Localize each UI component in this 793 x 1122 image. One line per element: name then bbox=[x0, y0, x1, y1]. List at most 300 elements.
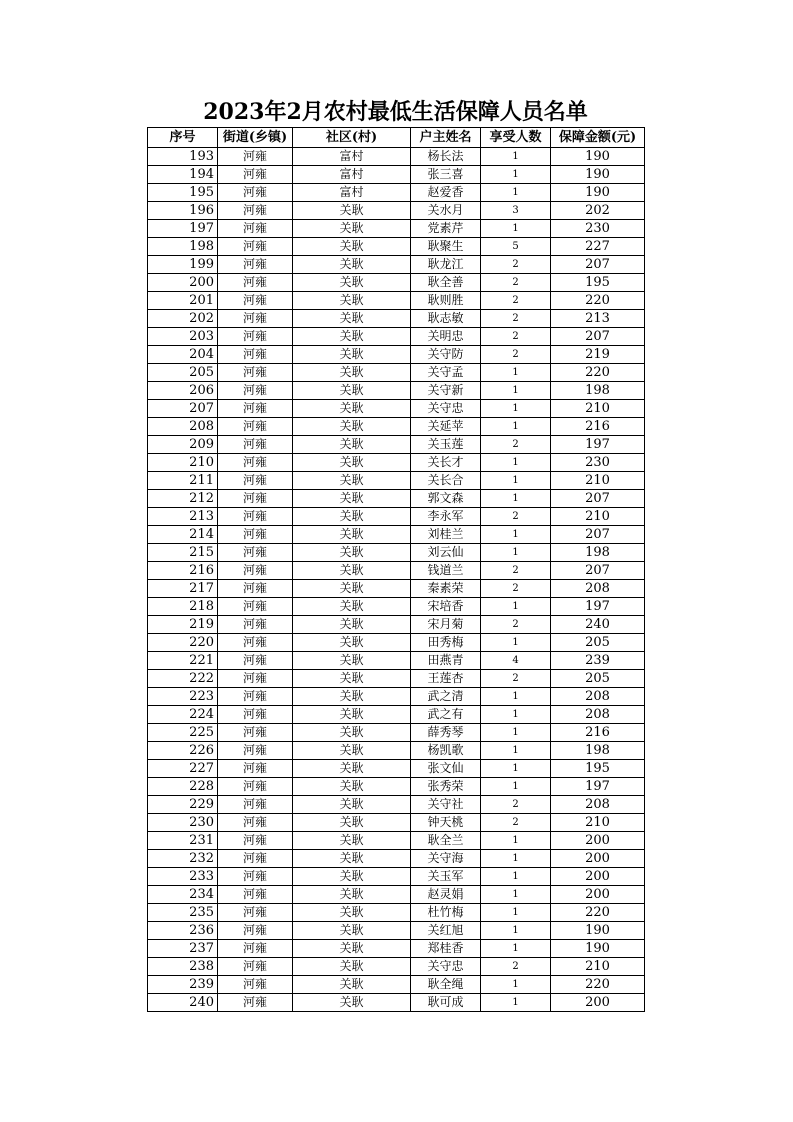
cell-village: 关耿 bbox=[293, 562, 411, 580]
cell-village: 关耿 bbox=[293, 364, 411, 382]
cell-householder: 杜竹梅 bbox=[411, 904, 481, 922]
cell-amount: 220 bbox=[551, 292, 645, 310]
table-row bbox=[148, 148, 645, 166]
cell-village: 关耿 bbox=[293, 454, 411, 472]
cell-village: 关耿 bbox=[293, 274, 411, 292]
table-row bbox=[148, 544, 645, 562]
cell-persons: 2 bbox=[481, 274, 551, 292]
cell-householder: 耿志敏 bbox=[411, 310, 481, 328]
cell-seq: 229 bbox=[148, 796, 218, 814]
cell-amount: 200 bbox=[551, 850, 645, 868]
cell-householder: 关守忠 bbox=[411, 400, 481, 418]
cell-householder: 钱道兰 bbox=[411, 562, 481, 580]
cell-amount: 207 bbox=[551, 562, 645, 580]
cell-village: 关耿 bbox=[293, 994, 411, 1012]
cell-amount: 230 bbox=[551, 220, 645, 238]
cell-amount: 207 bbox=[551, 328, 645, 346]
cell-street: 河雍 bbox=[218, 796, 293, 814]
table-row bbox=[148, 778, 645, 796]
cell-village: 关耿 bbox=[293, 526, 411, 544]
table-row bbox=[148, 814, 645, 832]
cell-householder: 赵灵娟 bbox=[411, 886, 481, 904]
cell-amount: 210 bbox=[551, 472, 645, 490]
table-row bbox=[148, 436, 645, 454]
cell-persons: 1 bbox=[481, 760, 551, 778]
cell-amount: 200 bbox=[551, 868, 645, 886]
cell-village: 关耿 bbox=[293, 238, 411, 256]
cell-street: 河雍 bbox=[218, 922, 293, 940]
cell-persons: 1 bbox=[481, 454, 551, 472]
cell-street: 河雍 bbox=[218, 328, 293, 346]
table-row bbox=[148, 580, 645, 598]
cell-street: 河雍 bbox=[218, 310, 293, 328]
cell-street: 河雍 bbox=[218, 220, 293, 238]
cell-amount: 239 bbox=[551, 652, 645, 670]
cell-seq: 231 bbox=[148, 832, 218, 850]
cell-street: 河雍 bbox=[218, 778, 293, 796]
cell-street: 河雍 bbox=[218, 526, 293, 544]
cell-persons: 1 bbox=[481, 868, 551, 886]
cell-persons: 1 bbox=[481, 724, 551, 742]
cell-village: 关耿 bbox=[293, 508, 411, 526]
cell-seq: 228 bbox=[148, 778, 218, 796]
cell-amount: 240 bbox=[551, 616, 645, 634]
table-row bbox=[148, 256, 645, 274]
cell-street: 河雍 bbox=[218, 904, 293, 922]
cell-village: 关耿 bbox=[293, 670, 411, 688]
cell-street: 河雍 bbox=[218, 436, 293, 454]
cell-seq: 214 bbox=[148, 526, 218, 544]
cell-persons: 1 bbox=[481, 886, 551, 904]
table-row bbox=[148, 742, 645, 760]
cell-persons: 1 bbox=[481, 850, 551, 868]
cell-householder: 赵爱香 bbox=[411, 184, 481, 202]
cell-householder: 关玉莲 bbox=[411, 436, 481, 454]
cell-village: 关耿 bbox=[293, 742, 411, 760]
cell-persons: 2 bbox=[481, 580, 551, 598]
header-amount: 保障金额(元) bbox=[551, 128, 645, 148]
table-row bbox=[148, 508, 645, 526]
table-row bbox=[148, 472, 645, 490]
cell-persons: 1 bbox=[481, 184, 551, 202]
cell-householder: 郑桂香 bbox=[411, 940, 481, 958]
cell-householder: 党素芹 bbox=[411, 220, 481, 238]
cell-seq: 198 bbox=[148, 238, 218, 256]
cell-seq: 230 bbox=[148, 814, 218, 832]
cell-street: 河雍 bbox=[218, 616, 293, 634]
cell-persons: 1 bbox=[481, 364, 551, 382]
cell-seq: 235 bbox=[148, 904, 218, 922]
cell-amount: 190 bbox=[551, 166, 645, 184]
cell-village: 关耿 bbox=[293, 778, 411, 796]
cell-seq: 213 bbox=[148, 508, 218, 526]
cell-seq: 236 bbox=[148, 922, 218, 940]
cell-persons: 1 bbox=[481, 544, 551, 562]
cell-village: 关耿 bbox=[293, 814, 411, 832]
cell-village: 关耿 bbox=[293, 958, 411, 976]
cell-amount: 207 bbox=[551, 526, 645, 544]
cell-amount: 210 bbox=[551, 958, 645, 976]
table-row bbox=[148, 904, 645, 922]
cell-street: 河雍 bbox=[218, 706, 293, 724]
cell-amount: 190 bbox=[551, 922, 645, 940]
cell-seq: 206 bbox=[148, 382, 218, 400]
cell-seq: 209 bbox=[148, 436, 218, 454]
cell-street: 河雍 bbox=[218, 184, 293, 202]
cell-persons: 1 bbox=[481, 706, 551, 724]
cell-seq: 197 bbox=[148, 220, 218, 238]
cell-persons: 1 bbox=[481, 976, 551, 994]
cell-seq: 216 bbox=[148, 562, 218, 580]
cell-village: 关耿 bbox=[293, 292, 411, 310]
cell-householder: 关守孟 bbox=[411, 364, 481, 382]
cell-street: 河雍 bbox=[218, 994, 293, 1012]
cell-street: 河雍 bbox=[218, 148, 293, 166]
table-row bbox=[148, 328, 645, 346]
cell-village: 关耿 bbox=[293, 472, 411, 490]
cell-street: 河雍 bbox=[218, 400, 293, 418]
table-row bbox=[148, 382, 645, 400]
cell-seq: 222 bbox=[148, 670, 218, 688]
table-row bbox=[148, 400, 645, 418]
cell-village: 富村 bbox=[293, 166, 411, 184]
cell-amount: 202 bbox=[551, 202, 645, 220]
table-row bbox=[148, 724, 645, 742]
cell-amount: 198 bbox=[551, 382, 645, 400]
cell-seq: 237 bbox=[148, 940, 218, 958]
cell-street: 河雍 bbox=[218, 418, 293, 436]
cell-street: 河雍 bbox=[218, 490, 293, 508]
cell-street: 河雍 bbox=[218, 886, 293, 904]
cell-village: 关耿 bbox=[293, 796, 411, 814]
cell-amount: 220 bbox=[551, 976, 645, 994]
cell-street: 河雍 bbox=[218, 562, 293, 580]
table-row bbox=[148, 346, 645, 364]
cell-householder: 田秀梅 bbox=[411, 634, 481, 652]
cell-street: 河雍 bbox=[218, 634, 293, 652]
cell-amount: 200 bbox=[551, 886, 645, 904]
cell-village: 关耿 bbox=[293, 220, 411, 238]
cell-householder: 关水月 bbox=[411, 202, 481, 220]
table-row bbox=[148, 688, 645, 706]
cell-persons: 1 bbox=[481, 742, 551, 760]
table-row bbox=[148, 526, 645, 544]
cell-householder: 耿全善 bbox=[411, 274, 481, 292]
header-householder: 户主姓名 bbox=[411, 128, 481, 148]
cell-street: 河雍 bbox=[218, 652, 293, 670]
cell-householder: 关延苹 bbox=[411, 418, 481, 436]
table-row bbox=[148, 976, 645, 994]
cell-householder: 宋培香 bbox=[411, 598, 481, 616]
cell-village: 关耿 bbox=[293, 328, 411, 346]
table-row bbox=[148, 922, 645, 940]
table-row bbox=[148, 796, 645, 814]
cell-seq: 199 bbox=[148, 256, 218, 274]
table-row bbox=[148, 670, 645, 688]
cell-street: 河雍 bbox=[218, 256, 293, 274]
cell-amount: 197 bbox=[551, 598, 645, 616]
table-row bbox=[148, 832, 645, 850]
cell-village: 富村 bbox=[293, 148, 411, 166]
cell-seq: 226 bbox=[148, 742, 218, 760]
header-street: 街道(乡镇) bbox=[218, 128, 293, 148]
cell-amount: 210 bbox=[551, 814, 645, 832]
cell-amount: 200 bbox=[551, 832, 645, 850]
cell-street: 河雍 bbox=[218, 868, 293, 886]
cell-householder: 关长才 bbox=[411, 454, 481, 472]
cell-street: 河雍 bbox=[218, 544, 293, 562]
cell-householder: 田燕青 bbox=[411, 652, 481, 670]
cell-persons: 2 bbox=[481, 310, 551, 328]
table-row bbox=[148, 562, 645, 580]
table-row bbox=[148, 850, 645, 868]
table-header bbox=[148, 128, 645, 148]
cell-persons: 1 bbox=[481, 904, 551, 922]
cell-street: 河雍 bbox=[218, 454, 293, 472]
cell-persons: 1 bbox=[481, 688, 551, 706]
cell-householder: 耿全兰 bbox=[411, 832, 481, 850]
cell-village: 关耿 bbox=[293, 760, 411, 778]
cell-seq: 227 bbox=[148, 760, 218, 778]
cell-persons: 2 bbox=[481, 616, 551, 634]
table-row bbox=[148, 868, 645, 886]
cell-householder: 关守防 bbox=[411, 346, 481, 364]
table-row bbox=[148, 238, 645, 256]
table-row bbox=[148, 958, 645, 976]
cell-amount: 198 bbox=[551, 742, 645, 760]
cell-amount: 210 bbox=[551, 400, 645, 418]
cell-seq: 238 bbox=[148, 958, 218, 976]
cell-seq: 193 bbox=[148, 148, 218, 166]
cell-street: 河雍 bbox=[218, 580, 293, 598]
cell-village: 关耿 bbox=[293, 256, 411, 274]
cell-householder: 关守新 bbox=[411, 382, 481, 400]
cell-householder: 关玉军 bbox=[411, 868, 481, 886]
cell-seq: 207 bbox=[148, 400, 218, 418]
cell-seq: 195 bbox=[148, 184, 218, 202]
cell-street: 河雍 bbox=[218, 364, 293, 382]
cell-seq: 211 bbox=[148, 472, 218, 490]
cell-village: 关耿 bbox=[293, 382, 411, 400]
cell-seq: 210 bbox=[148, 454, 218, 472]
cell-householder: 刘桂兰 bbox=[411, 526, 481, 544]
cell-amount: 216 bbox=[551, 724, 645, 742]
cell-amount: 190 bbox=[551, 940, 645, 958]
cell-persons: 2 bbox=[481, 958, 551, 976]
cell-seq: 225 bbox=[148, 724, 218, 742]
cell-amount: 205 bbox=[551, 670, 645, 688]
table-row bbox=[148, 994, 645, 1012]
cell-amount: 205 bbox=[551, 634, 645, 652]
cell-persons: 1 bbox=[481, 220, 551, 238]
header-persons: 享受人数 bbox=[481, 128, 551, 148]
cell-householder: 关守社 bbox=[411, 796, 481, 814]
cell-amount: 198 bbox=[551, 544, 645, 562]
cell-village: 关耿 bbox=[293, 652, 411, 670]
cell-seq: 233 bbox=[148, 868, 218, 886]
cell-householder: 武之有 bbox=[411, 706, 481, 724]
cell-amount: 208 bbox=[551, 796, 645, 814]
cell-seq: 220 bbox=[148, 634, 218, 652]
cell-amount: 220 bbox=[551, 364, 645, 382]
cell-amount: 227 bbox=[551, 238, 645, 256]
table-row bbox=[148, 634, 645, 652]
cell-village: 关耿 bbox=[293, 346, 411, 364]
cell-village: 关耿 bbox=[293, 976, 411, 994]
header-village: 社区(村) bbox=[293, 128, 411, 148]
cell-seq: 194 bbox=[148, 166, 218, 184]
cell-village: 关耿 bbox=[293, 922, 411, 940]
cell-householder: 耿聚生 bbox=[411, 238, 481, 256]
cell-village: 关耿 bbox=[293, 886, 411, 904]
cell-householder: 关守海 bbox=[411, 850, 481, 868]
cell-street: 河雍 bbox=[218, 202, 293, 220]
cell-persons: 1 bbox=[481, 598, 551, 616]
cell-persons: 1 bbox=[481, 148, 551, 166]
cell-street: 河雍 bbox=[218, 832, 293, 850]
table-row bbox=[148, 760, 645, 778]
cell-seq: 204 bbox=[148, 346, 218, 364]
cell-persons: 2 bbox=[481, 256, 551, 274]
cell-amount: 197 bbox=[551, 778, 645, 796]
beneficiary-table bbox=[147, 127, 645, 1012]
cell-seq: 215 bbox=[148, 544, 218, 562]
cell-seq: 201 bbox=[148, 292, 218, 310]
cell-village: 关耿 bbox=[293, 868, 411, 886]
table-row bbox=[148, 490, 645, 508]
cell-persons: 1 bbox=[481, 778, 551, 796]
cell-persons: 1 bbox=[481, 472, 551, 490]
cell-householder: 薛秀琴 bbox=[411, 724, 481, 742]
cell-street: 河雍 bbox=[218, 688, 293, 706]
cell-persons: 2 bbox=[481, 562, 551, 580]
cell-persons: 1 bbox=[481, 922, 551, 940]
cell-village: 关耿 bbox=[293, 580, 411, 598]
cell-amount: 207 bbox=[551, 256, 645, 274]
cell-village: 关耿 bbox=[293, 706, 411, 724]
cell-amount: 207 bbox=[551, 490, 645, 508]
header-seq: 序号 bbox=[148, 128, 218, 148]
table-row bbox=[148, 202, 645, 220]
cell-householder: 张秀荣 bbox=[411, 778, 481, 796]
cell-village: 关耿 bbox=[293, 436, 411, 454]
cell-amount: 213 bbox=[551, 310, 645, 328]
cell-householder: 武之清 bbox=[411, 688, 481, 706]
header-row bbox=[148, 128, 645, 148]
cell-householder: 关明忠 bbox=[411, 328, 481, 346]
cell-street: 河雍 bbox=[218, 850, 293, 868]
cell-seq: 232 bbox=[148, 850, 218, 868]
cell-seq: 217 bbox=[148, 580, 218, 598]
cell-amount: 230 bbox=[551, 454, 645, 472]
cell-persons: 1 bbox=[481, 400, 551, 418]
cell-persons: 3 bbox=[481, 202, 551, 220]
cell-persons: 1 bbox=[481, 634, 551, 652]
cell-street: 河雍 bbox=[218, 508, 293, 526]
table-row bbox=[148, 310, 645, 328]
cell-amount: 216 bbox=[551, 418, 645, 436]
cell-persons: 2 bbox=[481, 670, 551, 688]
cell-seq: 218 bbox=[148, 598, 218, 616]
cell-householder: 张文仙 bbox=[411, 760, 481, 778]
cell-householder: 关长合 bbox=[411, 472, 481, 490]
table-row bbox=[148, 706, 645, 724]
cell-street: 河雍 bbox=[218, 742, 293, 760]
cell-street: 河雍 bbox=[218, 472, 293, 490]
cell-seq: 221 bbox=[148, 652, 218, 670]
cell-persons: 2 bbox=[481, 436, 551, 454]
cell-amount: 195 bbox=[551, 760, 645, 778]
cell-persons: 2 bbox=[481, 346, 551, 364]
cell-seq: 234 bbox=[148, 886, 218, 904]
cell-seq: 208 bbox=[148, 418, 218, 436]
cell-amount: 190 bbox=[551, 148, 645, 166]
cell-persons: 1 bbox=[481, 418, 551, 436]
cell-seq: 224 bbox=[148, 706, 218, 724]
cell-persons: 1 bbox=[481, 832, 551, 850]
cell-village: 关耿 bbox=[293, 832, 411, 850]
cell-amount: 210 bbox=[551, 508, 645, 526]
cell-village: 关耿 bbox=[293, 310, 411, 328]
cell-householder: 杨长法 bbox=[411, 148, 481, 166]
cell-village: 关耿 bbox=[293, 940, 411, 958]
cell-persons: 5 bbox=[481, 238, 551, 256]
cell-amount: 208 bbox=[551, 580, 645, 598]
cell-householder: 耿则胜 bbox=[411, 292, 481, 310]
cell-householder: 关守忠 bbox=[411, 958, 481, 976]
table-row bbox=[148, 598, 645, 616]
cell-householder: 耿可成 bbox=[411, 994, 481, 1012]
cell-village: 关耿 bbox=[293, 850, 411, 868]
cell-householder: 秦素荣 bbox=[411, 580, 481, 598]
cell-street: 河雍 bbox=[218, 976, 293, 994]
cell-seq: 196 bbox=[148, 202, 218, 220]
cell-village: 富村 bbox=[293, 184, 411, 202]
cell-householder: 关红旭 bbox=[411, 922, 481, 940]
table-row bbox=[148, 652, 645, 670]
cell-seq: 223 bbox=[148, 688, 218, 706]
table-row bbox=[148, 292, 645, 310]
cell-street: 河雍 bbox=[218, 382, 293, 400]
table-row bbox=[148, 886, 645, 904]
cell-seq: 205 bbox=[148, 364, 218, 382]
cell-persons: 4 bbox=[481, 652, 551, 670]
cell-street: 河雍 bbox=[218, 346, 293, 364]
cell-persons: 2 bbox=[481, 508, 551, 526]
cell-street: 河雍 bbox=[218, 292, 293, 310]
cell-householder: 张三喜 bbox=[411, 166, 481, 184]
cell-village: 关耿 bbox=[293, 544, 411, 562]
cell-street: 河雍 bbox=[218, 760, 293, 778]
cell-street: 河雍 bbox=[218, 940, 293, 958]
table-row bbox=[148, 418, 645, 436]
cell-village: 关耿 bbox=[293, 634, 411, 652]
cell-householder: 耿全绳 bbox=[411, 976, 481, 994]
cell-persons: 2 bbox=[481, 814, 551, 832]
cell-persons: 2 bbox=[481, 292, 551, 310]
cell-persons: 1 bbox=[481, 166, 551, 184]
cell-persons: 1 bbox=[481, 940, 551, 958]
cell-seq: 203 bbox=[148, 328, 218, 346]
cell-persons: 1 bbox=[481, 490, 551, 508]
cell-street: 河雍 bbox=[218, 274, 293, 292]
table-row bbox=[148, 220, 645, 238]
cell-village: 关耿 bbox=[293, 688, 411, 706]
cell-persons: 1 bbox=[481, 994, 551, 1012]
cell-householder: 杨凯歌 bbox=[411, 742, 481, 760]
table-row bbox=[148, 274, 645, 292]
table-row bbox=[148, 166, 645, 184]
